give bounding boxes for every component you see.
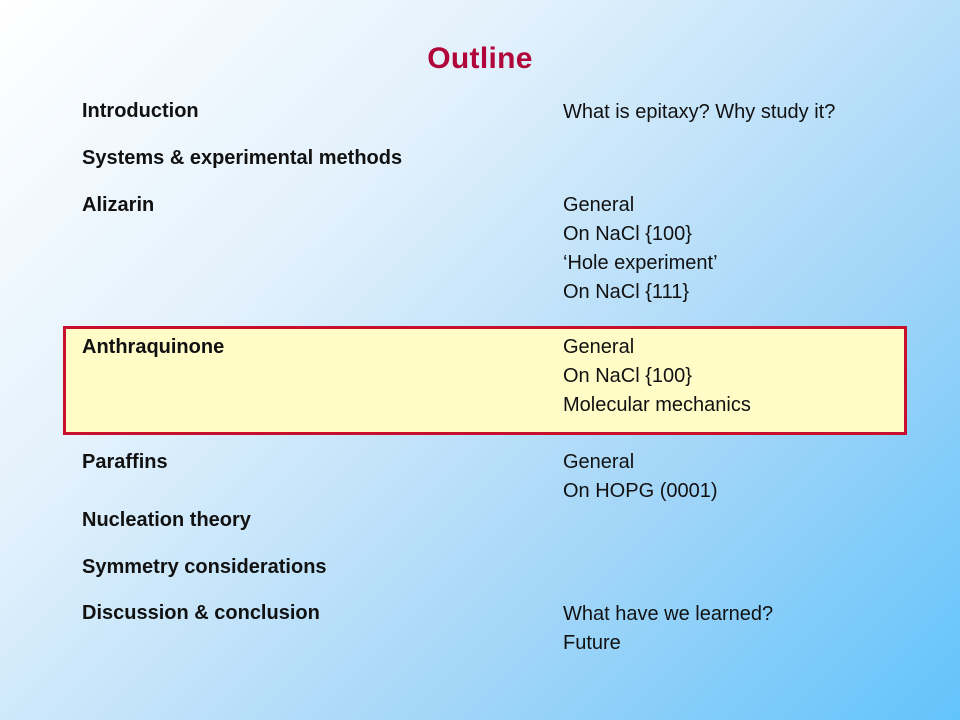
details-introduction xyxy=(563,98,835,127)
slide-title: Outline xyxy=(427,42,533,75)
detail-line: What is epitaxy? Why study it? xyxy=(563,101,836,123)
detail-line: What have we learned? xyxy=(563,603,774,625)
detail-line: Molecular mechanics xyxy=(563,394,751,416)
details-alizarin xyxy=(563,191,718,307)
detail-line: General xyxy=(563,336,635,358)
detail-line: On HOPG (0001) xyxy=(563,480,718,502)
detail-line: On NaCl {100} xyxy=(563,223,692,245)
topic-paraffins: Paraffins xyxy=(82,451,168,473)
detail-line: On NaCl {100} xyxy=(563,365,692,387)
details-paraffins xyxy=(563,448,718,506)
topic-systems-methods: Systems & experimental methods xyxy=(82,147,403,169)
topic-nucleation-theory: Nucleation theory xyxy=(82,509,251,531)
topic-symmetry-considerations: Symmetry considerations xyxy=(82,556,327,578)
detail-line: ‘Hole experiment’ xyxy=(563,252,718,274)
topic-introduction: Introduction xyxy=(82,100,199,122)
topic-anthraquinone: Anthraquinone xyxy=(82,336,225,358)
detail-line: On NaCl {111} xyxy=(563,281,690,303)
detail-line: General xyxy=(563,451,635,473)
details-discussion-conclusion xyxy=(563,600,773,658)
topic-alizarin: Alizarin xyxy=(82,194,155,216)
details-anthraquinone xyxy=(563,333,751,420)
detail-line: Future xyxy=(563,632,621,654)
detail-line: General xyxy=(563,194,635,216)
topic-discussion-conclusion: Discussion & conclusion xyxy=(82,602,320,624)
